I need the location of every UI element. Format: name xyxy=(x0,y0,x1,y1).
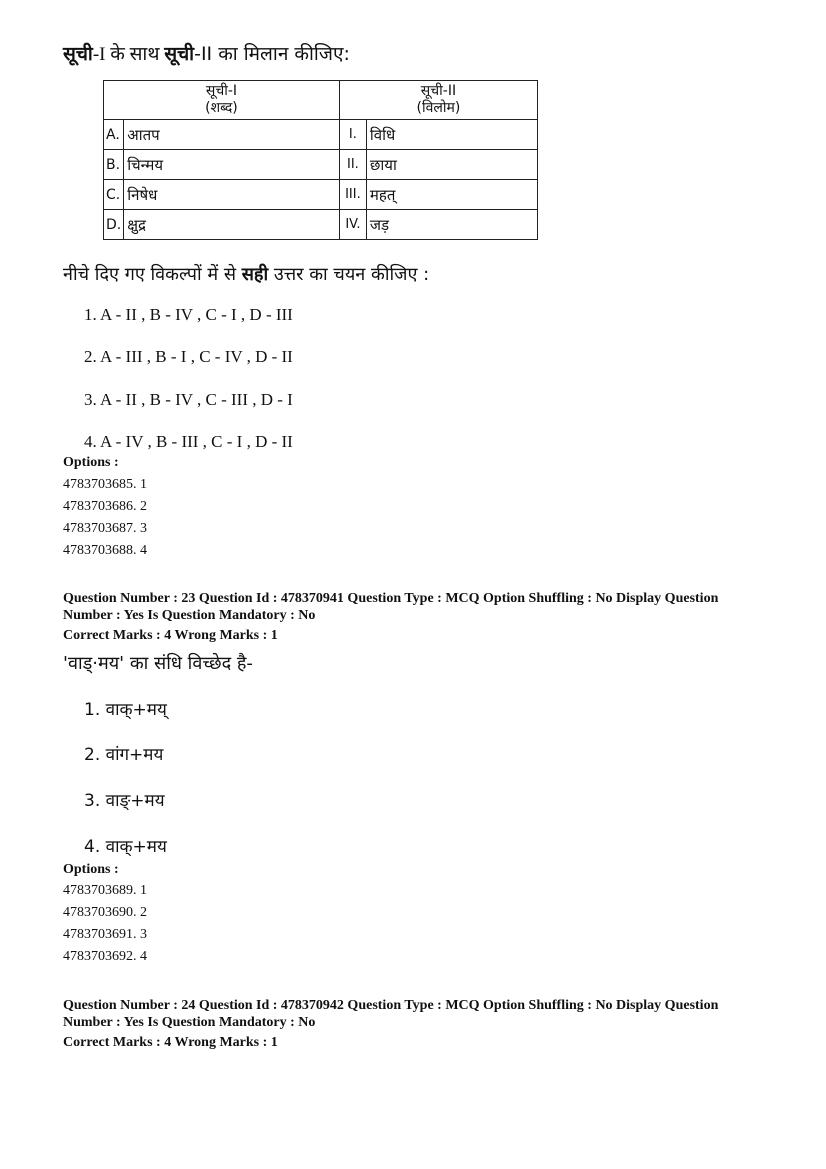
option-id: 4783703692. 4 xyxy=(63,949,147,964)
choice-2: 2. वांग+मय xyxy=(84,745,164,765)
heading-text-1: -I के साथ xyxy=(92,44,165,65)
options-label: Options : xyxy=(63,862,119,877)
option-id: 4783703691. 3 xyxy=(63,927,147,942)
table-header-row xyxy=(104,81,538,120)
choice-2: 2. A - III , B - I , C - IV , D - II xyxy=(84,347,293,366)
row-match: महत् xyxy=(366,180,537,210)
heading-text-2: -II का मिलान कीजिए: xyxy=(194,43,350,65)
table-row xyxy=(104,120,538,150)
row-match: विधि xyxy=(366,120,537,150)
row-key: C. xyxy=(104,180,124,210)
option-id: 4783703686. 2 xyxy=(63,499,147,514)
options-label: Options : xyxy=(63,455,119,470)
list1-header: सूची-I (शब्द) xyxy=(104,81,340,120)
row-key: B. xyxy=(104,150,124,180)
list2-header: सूची-II (विलोम) xyxy=(339,81,537,120)
choice-4: 4. वाक्+मय xyxy=(84,837,167,857)
matching-table xyxy=(103,80,538,240)
question-meta: Question Number : 24 Question Id : 478370942 Question Type : MCQ Option Shuffling : No Display Question Number : Yes Is Question Mandatory : No xyxy=(63,998,719,1030)
row-match: जड़ xyxy=(366,210,537,240)
question-marks: Correct Marks : 4 Wrong Marks : 1 xyxy=(63,1035,278,1050)
question-meta: Question Number : 23 Question Id : 478370941 Question Type : MCQ Option Shuffling : No Display Question Number : Yes Is Question Mandatory : No xyxy=(63,591,719,623)
option-id: 4783703690. 2 xyxy=(63,905,147,920)
heading-list2-bold: सूची xyxy=(164,43,195,65)
choice-1: 1. वाक्+मय् xyxy=(84,700,167,720)
instruction-bold: सही xyxy=(241,264,269,285)
question-stem: 'वाड्·मय' का संधि विच्छेद है- xyxy=(63,653,253,674)
row-roman: II. xyxy=(339,150,366,180)
row-match: छाया xyxy=(366,150,537,180)
choice-3: 3. वाङ्+मय xyxy=(84,791,165,811)
choice-4: 4. A - IV , B - III , C - I , D - II xyxy=(84,432,293,451)
option-id: 4783703688. 4 xyxy=(63,543,147,558)
choice-1: 1. A - II , B - IV , C - I , D - III xyxy=(84,305,293,324)
question-marks: Correct Marks : 4 Wrong Marks : 1 xyxy=(63,628,278,643)
question-instruction: नीचे दिए गए विकल्पों में से सही उत्तर का चयन कीजिए : xyxy=(63,264,430,285)
table-row xyxy=(104,180,538,210)
option-id: 4783703685. 1 xyxy=(63,477,147,492)
question-heading xyxy=(63,40,350,66)
row-key: A. xyxy=(104,120,124,150)
row-term: आतप xyxy=(124,120,340,150)
choice-3: 3. A - II , B - IV , C - III , D - I xyxy=(84,390,293,409)
table-row xyxy=(104,210,538,240)
row-term: क्षुद्र xyxy=(124,210,340,240)
heading-list1-bold: सूची xyxy=(63,43,93,65)
row-key: D. xyxy=(104,210,124,240)
table-row xyxy=(104,150,538,180)
row-roman: III. xyxy=(339,180,366,210)
row-term: निषेध xyxy=(124,180,340,210)
option-id: 4783703689. 1 xyxy=(63,883,147,898)
option-id: 4783703687. 3 xyxy=(63,521,147,536)
row-roman: IV. xyxy=(339,210,366,240)
row-term: चिन्मय xyxy=(124,150,340,180)
row-roman: I. xyxy=(339,120,366,150)
